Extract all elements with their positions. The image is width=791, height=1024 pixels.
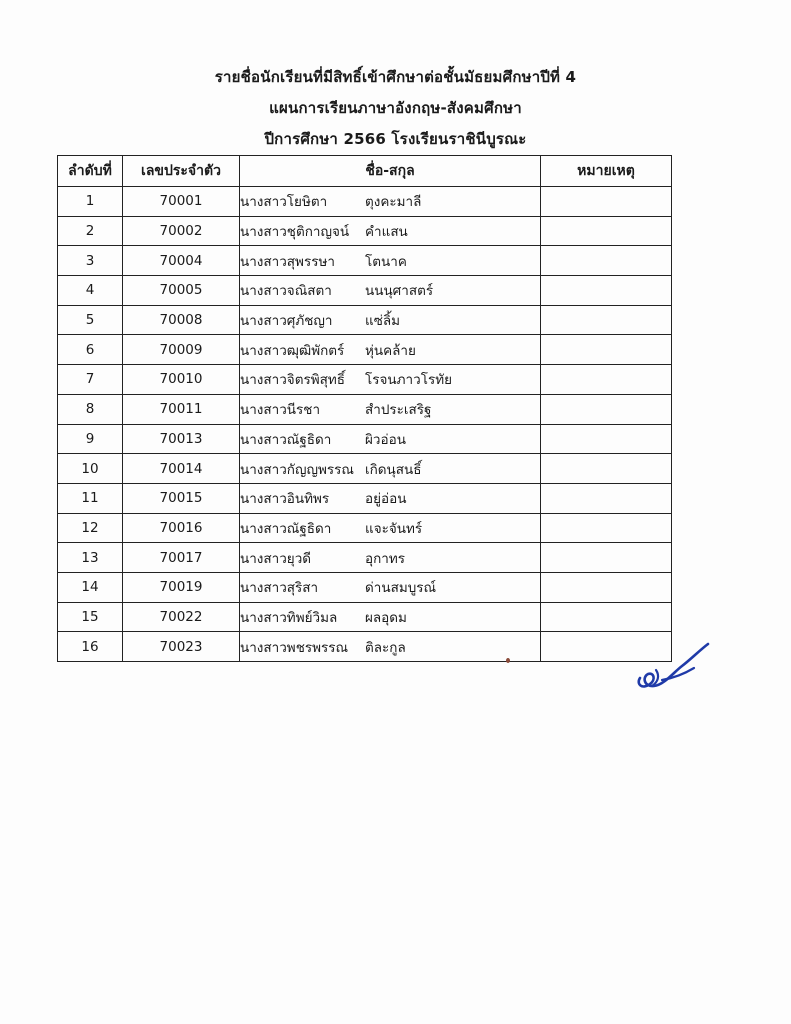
remark-cell (541, 394, 672, 424)
student-name (240, 602, 541, 632)
table-row (58, 394, 672, 424)
header-school-year: ปีการศึกษา 2566 โรงเรียนราชินีบูรณะ (264, 130, 527, 148)
first-name: นางสาวจณิสตา (240, 283, 332, 300)
remark-cell (541, 454, 672, 484)
row-number: 1 (58, 187, 123, 217)
first-name: นางสาวนีรชา (240, 402, 321, 419)
row-number: 13 (58, 543, 123, 573)
table-row (58, 335, 672, 365)
column-header-name: ชื่อ-สกุล (240, 156, 541, 187)
student-name (240, 305, 541, 335)
student-id: 70023 (123, 632, 240, 662)
row-number: 4 (58, 276, 123, 306)
first-name: นางสาวศุภัชญา (240, 313, 333, 330)
last-name: ตุงคะมาลี (365, 194, 422, 211)
last-name: คำแสน (365, 224, 408, 241)
first-name: นางสาวยุวดี (240, 550, 312, 567)
last-name: เกิดนุสนธิ์ (365, 461, 422, 478)
student-name (240, 335, 541, 365)
remark-cell (541, 543, 672, 573)
last-name: แซ่ลิ้ม (365, 313, 401, 330)
first-name: นางสาวฒุฒิพักตร์ (240, 342, 345, 359)
student-id: 70013 (123, 424, 240, 454)
table-row (58, 602, 672, 632)
table-row (58, 216, 672, 246)
first-name: นางสาวสุพรรษา (240, 253, 335, 270)
remark-cell (541, 572, 672, 602)
student-id: 70022 (123, 602, 240, 632)
last-name: แจะจันทร์ (365, 520, 423, 537)
student-name (240, 365, 541, 395)
table-row (58, 454, 672, 484)
document-header (0, 62, 791, 155)
student-name (240, 424, 541, 454)
last-name: นนนุศาสตร์ (365, 283, 434, 300)
row-number: 16 (58, 632, 123, 662)
table-row (58, 572, 672, 602)
remark-cell (541, 335, 672, 365)
student-id: 70015 (123, 483, 240, 513)
first-name: นางสาวโยษิตา (240, 194, 328, 211)
table-row (58, 513, 672, 543)
student-name (240, 543, 541, 573)
table-row (58, 365, 672, 395)
student-name (240, 483, 541, 513)
row-number: 14 (58, 572, 123, 602)
row-number: 8 (58, 394, 123, 424)
table-row (58, 187, 672, 217)
first-name: นางสาวกัญญพรรณ (240, 461, 354, 478)
last-name: สำประเสริฐ (365, 402, 432, 419)
student-name (240, 572, 541, 602)
student-id: 70005 (123, 276, 240, 306)
student-id: 70014 (123, 454, 240, 484)
row-number: 2 (58, 216, 123, 246)
last-name: ด่านสมบูรณ์ (365, 580, 437, 597)
table-row (58, 543, 672, 573)
first-name: นางสาวณัฐธิดา (240, 431, 332, 448)
column-header-student-id: เลขประจำตัว (123, 156, 240, 187)
row-number: 9 (58, 424, 123, 454)
remark-cell (541, 246, 672, 276)
header-title: รายชื่อนักเรียนที่มีสิทธิ์เข้าศึกษาต่อชั้นมัธยมศึกษาปีที่ 4 (214, 68, 577, 86)
column-header-remark: หมายเหตุ (541, 156, 672, 187)
student-name (240, 394, 541, 424)
table-row (58, 483, 672, 513)
ink-speck (506, 658, 510, 663)
last-name: ผลอุดม (365, 609, 407, 626)
header-program: แผนการเรียนภาษาอังกฤษ-สังคมศึกษา (269, 99, 522, 117)
signature-mark (634, 640, 714, 695)
student-id: 70001 (123, 187, 240, 217)
student-name (240, 454, 541, 484)
row-number: 5 (58, 305, 123, 335)
remark-cell (541, 483, 672, 513)
remark-cell (541, 305, 672, 335)
student-id: 70010 (123, 365, 240, 395)
remark-cell (541, 602, 672, 632)
student-id: 70011 (123, 394, 240, 424)
remark-cell (541, 513, 672, 543)
table-row (58, 424, 672, 454)
table-header-row (58, 156, 672, 187)
first-name: นางสาวณัฐธิดา (240, 520, 332, 537)
student-name (240, 187, 541, 217)
student-id: 70004 (123, 246, 240, 276)
remark-cell (541, 424, 672, 454)
remark-cell (541, 187, 672, 217)
row-number: 15 (58, 602, 123, 632)
last-name: ผิวอ่อน (365, 431, 406, 448)
first-name: นางสาวจิตรพิสุทธิ์ (240, 372, 346, 389)
student-roster-table (57, 155, 672, 662)
student-id: 70016 (123, 513, 240, 543)
row-number: 11 (58, 483, 123, 513)
first-name: นางสาวสุริสา (240, 580, 319, 597)
table-row (58, 246, 672, 276)
first-name: นางสาวพชรพรรณ (240, 639, 349, 656)
last-name: ติละกูล (365, 639, 406, 656)
student-id: 70009 (123, 335, 240, 365)
row-number: 12 (58, 513, 123, 543)
student-name (240, 513, 541, 543)
table-body (58, 187, 672, 662)
remark-cell (541, 365, 672, 395)
remark-cell (541, 276, 672, 306)
first-name: นางสาวชุติกาญจน์ (240, 224, 350, 241)
student-name (240, 632, 541, 662)
student-name (240, 276, 541, 306)
row-number: 3 (58, 246, 123, 276)
first-name: นางสาวทิพย์วิมล (240, 609, 338, 626)
student-id: 70017 (123, 543, 240, 573)
row-number: 6 (58, 335, 123, 365)
student-id: 70008 (123, 305, 240, 335)
table-row (58, 305, 672, 335)
column-header-number: ลำดับที่ (58, 156, 123, 187)
student-id: 70002 (123, 216, 240, 246)
student-name (240, 246, 541, 276)
last-name: โตนาค (365, 253, 407, 270)
first-name: นางสาวอินทิพร (240, 491, 330, 508)
last-name: หุ่นคล้าย (365, 342, 416, 359)
table-row (58, 276, 672, 306)
last-name: อุกาทร (365, 550, 406, 567)
last-name: อยู่อ่อน (365, 491, 407, 508)
last-name: โรจนภาวโรทัย (365, 372, 453, 389)
table-row (58, 632, 672, 662)
student-name (240, 216, 541, 246)
student-id: 70019 (123, 572, 240, 602)
remark-cell (541, 216, 672, 246)
row-number: 10 (58, 454, 123, 484)
row-number: 7 (58, 365, 123, 395)
